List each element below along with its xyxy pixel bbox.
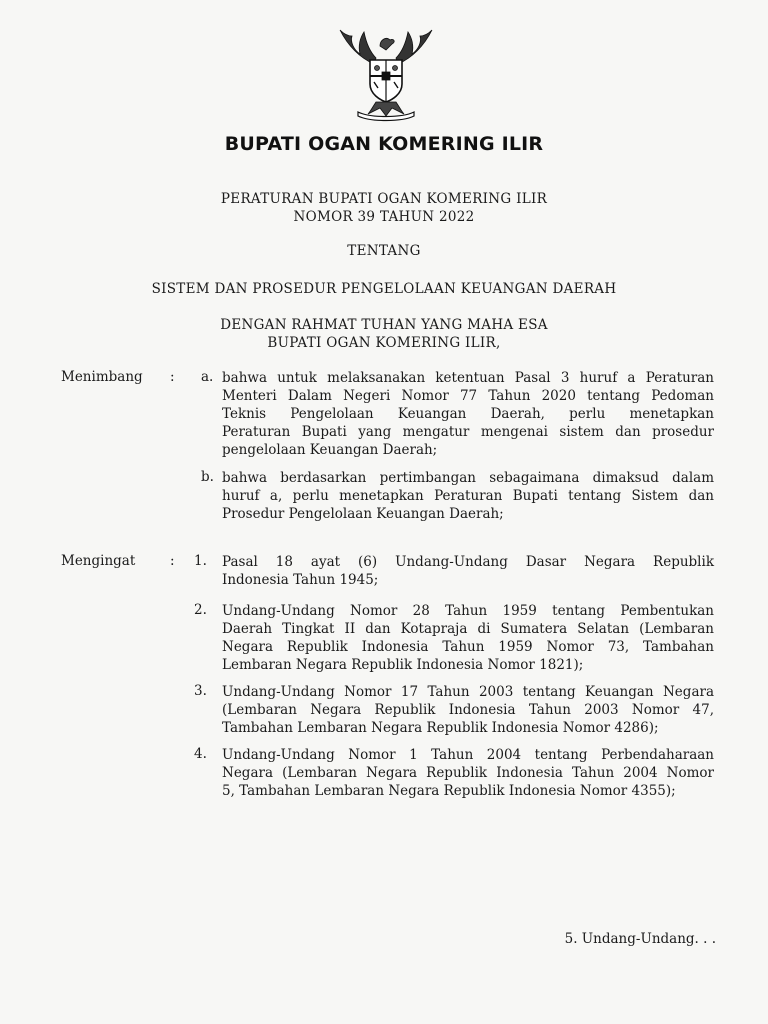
- text-line: Pasal 18 ayat (6) Undang-Undang Dasar Negara Republik: [222, 554, 714, 570]
- heading-title: BUPATI OGAN KOMERING ILIR: [224, 133, 544, 155]
- text-line: huruf a, perlu menetapkan Peraturan Bupati tentang Sistem dan: [222, 488, 714, 504]
- menimbang-marker-a: a.: [201, 369, 214, 385]
- mengingat-item-1: [222, 553, 714, 589]
- blessing-line: DENGAN RAHMAT TUHAN YANG MAHA ESA: [220, 317, 548, 333]
- text-line: Tambahan Lembaran Negara Republik Indonesia Nomor 4286);: [222, 720, 659, 736]
- text-line: Negara Republik Indonesia Tahun 1959 Nomor 73, Tambahan: [222, 639, 714, 655]
- regulation-about: TENTANG: [347, 243, 421, 259]
- mengingat-colon: :: [170, 553, 175, 569]
- regulation-subject: SISTEM DAN PROSEDUR PENGELOLAAN KEUANGAN DAERAH: [151, 281, 617, 297]
- text-line: Undang-Undang Nomor 28 Tahun 1959 tentang Pembentukan: [222, 603, 714, 619]
- text-line: Undang-Undang Nomor 17 Tahun 2003 tentang Keuangan Negara: [222, 684, 714, 700]
- text-line: Lembaran Negara Republik Indonesia Nomor 1821);: [222, 657, 584, 673]
- text-line: (Lembaran Negara Republik Indonesia Tahun 2003 Nomor 47,: [222, 702, 714, 718]
- menimbang-item-a: [222, 369, 714, 459]
- text-line: Menteri Dalam Negeri Nomor 77 Tahun 2020 tentang Pedoman: [222, 388, 714, 404]
- mengingat-label: Mengingat: [61, 553, 136, 569]
- text-line: Peraturan Bupati yang mengatur mengenai sistem dan prosedur: [222, 424, 714, 440]
- text-line: Negara (Lembaran Negara Republik Indonesia Tahun 2004 Nomor: [222, 765, 714, 781]
- menimbang-item-b: [222, 469, 714, 523]
- mengingat-marker-4: 4.: [194, 746, 207, 762]
- regulation-number: NOMOR 39 TAHUN 2022: [293, 209, 475, 225]
- text-line: Undang-Undang Nomor 1 Tahun 2004 tentang Perbendaharaan: [222, 747, 714, 763]
- regulation-title: PERATURAN BUPATI OGAN KOMERING ILIR: [220, 191, 548, 207]
- text-line: Teknis Pengelolaan Keuangan Daerah, perlu menetapkan: [222, 406, 714, 422]
- menimbang-marker-b: b.: [201, 469, 214, 485]
- mengingat-marker-2: 2.: [194, 602, 207, 618]
- menimbang-label: Menimbang: [61, 369, 143, 385]
- text-line: pengelolaan Keuangan Daerah;: [222, 442, 438, 458]
- regent-signature-title: BUPATI OGAN KOMERING ILIR,: [267, 335, 501, 351]
- continuation-note: 5. Undang-Undang. . .: [564, 931, 716, 947]
- text-line: Prosedur Pengelolaan Keuangan Daerah;: [222, 506, 504, 522]
- garuda-emblem-icon: [330, 24, 442, 124]
- text-line: Daerah Tingkat II dan Kotapraja di Sumatera Selatan (Lembaran: [222, 621, 714, 637]
- mengingat-item-2: [222, 602, 714, 674]
- mengingat-marker-1: 1.: [194, 553, 207, 569]
- text-line: bahwa berdasarkan pertimbangan sebagaimana dimaksud dalam: [222, 470, 714, 486]
- mengingat-item-4: [222, 746, 714, 800]
- text-line: bahwa untuk melaksanakan ketentuan Pasal 3 huruf a Peraturan: [222, 370, 714, 386]
- text-line: 5, Tambahan Lembaran Negara Republik Indonesia Nomor 4355);: [222, 783, 676, 799]
- mengingat-item-3: [222, 683, 714, 737]
- mengingat-marker-3: 3.: [194, 683, 207, 699]
- menimbang-colon: :: [170, 369, 175, 385]
- text-line: Indonesia Tahun 1945;: [222, 572, 379, 588]
